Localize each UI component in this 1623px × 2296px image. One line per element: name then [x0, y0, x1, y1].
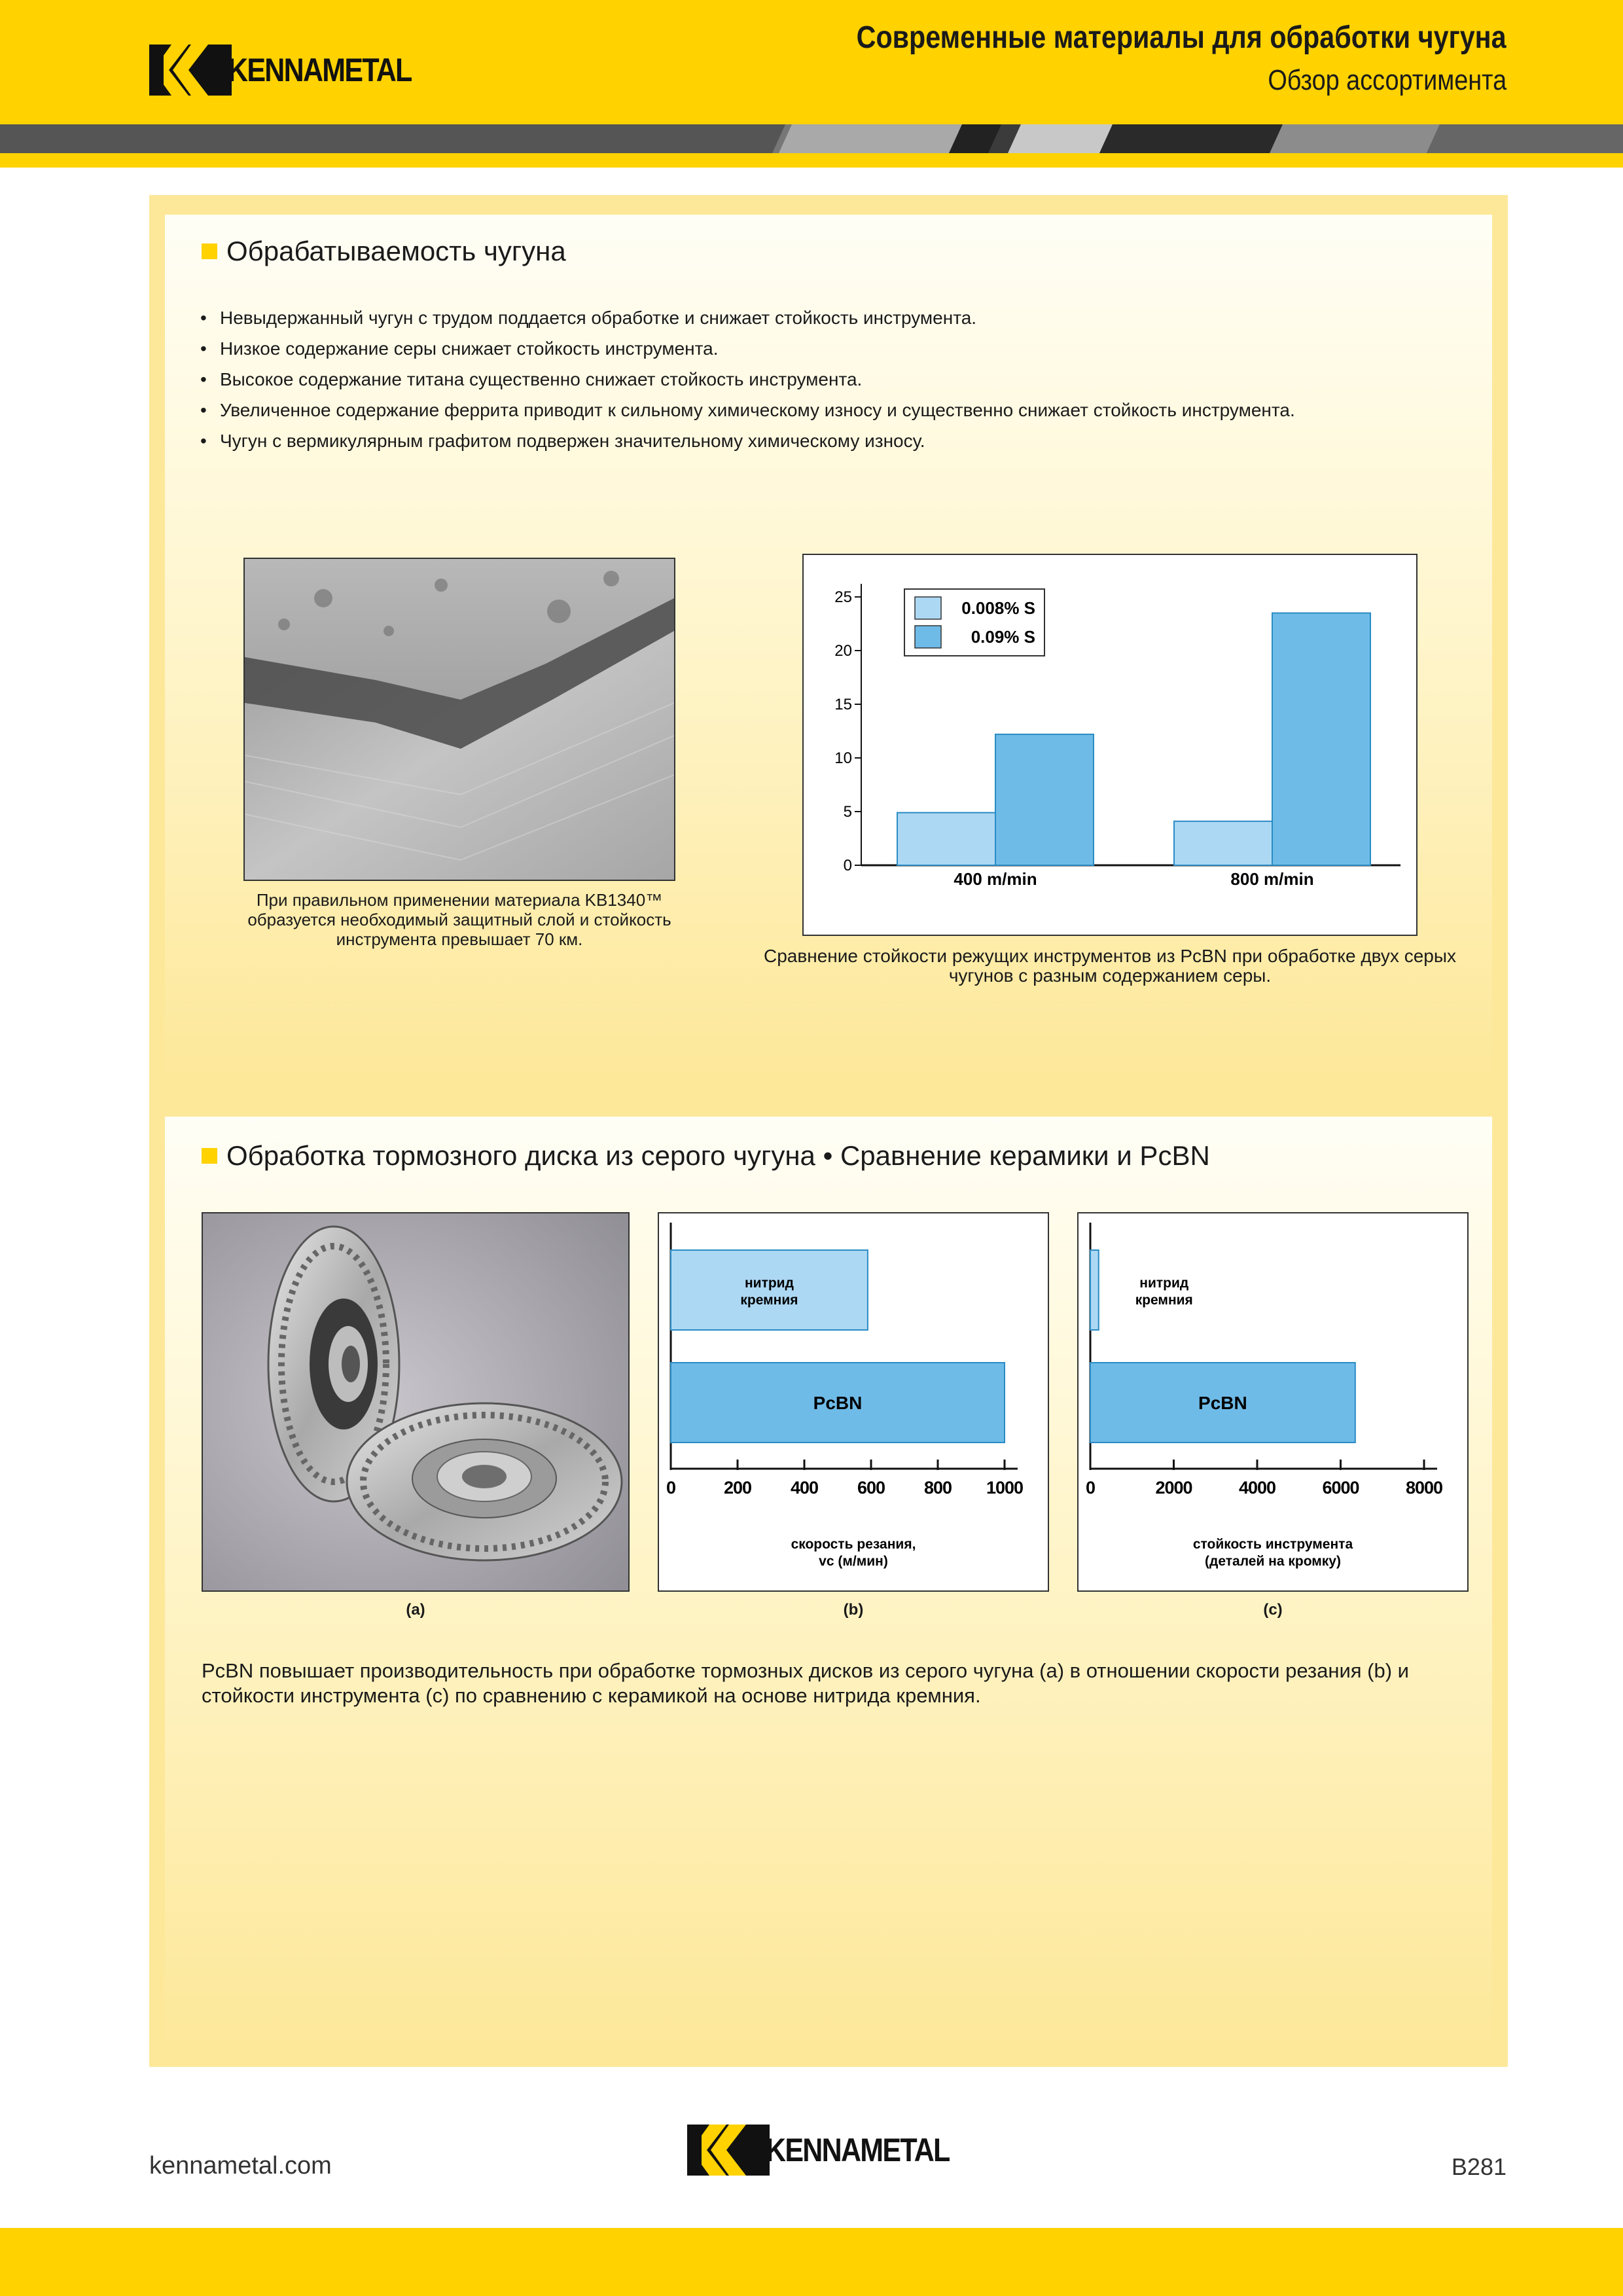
footer-band	[0, 2228, 1623, 2296]
chartb-xlabel-line1: скорость резания,	[791, 1537, 916, 1552]
legend-label-high-sulfur: 0.09% S	[971, 627, 1035, 647]
tool-edge-photo	[243, 558, 675, 881]
bullet-item: • Невыдержанный чугун с трудом поддается обработке и снижает стойкость инструмента.	[200, 302, 1444, 333]
sulfur-tool-life-chart	[802, 554, 1418, 936]
section2-heading	[202, 1140, 1210, 1172]
chartb-x-tick-label: 400	[790, 1478, 819, 1498]
photo1-caption: При правильном применении материала KB1340™ образуется необходимый защитный слой и стойкость инструмента превышает 70 км.	[247, 890, 671, 949]
kennametal-k-icon	[687, 2125, 770, 2176]
bullet-item: • Чугун с вермикулярным графитом подвержен значительному химическому износу.	[200, 425, 1444, 456]
footer-website-link[interactable]: kennametal.com	[149, 2152, 332, 2179]
chartc-bar-label: кремния	[1135, 1293, 1193, 1308]
chart1-y-tick-label: 15	[834, 696, 852, 713]
legend-swatch-high-sulfur	[915, 626, 941, 648]
chartb-x-tick-label: 600	[857, 1478, 885, 1498]
chart1-category-label: 800 m/min	[1230, 869, 1314, 889]
chartb-bar-label: PcBN	[813, 1393, 863, 1413]
yellow-square-icon	[202, 243, 217, 259]
chartc-x-tick-label: 4000	[1238, 1478, 1276, 1498]
section2-title-text: Обработка тормозного диска из серого чугуна • Сравнение керамики и PcBN	[226, 1140, 1210, 1171]
chart1-caption: Сравнение стойкости режущих инструментов из PcBN при обработке двух серых чугунов с разным содержанием серы.	[764, 946, 1456, 986]
chart1-legend	[904, 589, 1044, 656]
bullet-list	[200, 302, 1444, 456]
header-underline	[0, 153, 1623, 168]
chartc-x-tick-label: 2000	[1155, 1478, 1192, 1498]
bullet-item: • Увеличенное содержание феррита приводит к сильному химическому износу и существенно снижает стойкость инструмента.	[200, 395, 1444, 425]
chartc-xlabel-line2: (деталей на кромку)	[1205, 1554, 1341, 1569]
chartc-x-tick-label: 8000	[1405, 1478, 1443, 1498]
legend-label-low-sulfur: 0.008% S	[961, 598, 1035, 618]
section2-description: PcBN повышает производительность при обработке тормозных дисков из серого чугуна (a) в отношении скорости резания (b) и стойкости инструмента (c) по сравнению с керамикой на основе нитрида кремния.	[202, 1659, 1409, 1707]
cutting-speed-chart	[658, 1212, 1049, 1592]
chart1-y-tick-label: 5	[843, 803, 852, 821]
bullet-item: • Высокое содержание титана существенно снижает стойкость инструмента.	[200, 364, 1444, 395]
tool-life-chart	[1077, 1212, 1469, 1592]
chartb-x-tick-label: 1000	[986, 1478, 1024, 1498]
chart1-y-tick-label: 10	[834, 749, 852, 767]
chart1-bar	[1272, 613, 1370, 865]
page-number: B281	[1451, 2153, 1507, 2180]
kennametal-logo[interactable]	[149, 45, 441, 96]
brake-disc-photo	[202, 1212, 630, 1592]
chart1-y-tick-label: 0	[843, 857, 852, 874]
chart1-category-label: 400 m/min	[954, 869, 1037, 889]
chartc-x-tick-label: 6000	[1322, 1478, 1359, 1498]
page-subtitle: Обзор ассортимента	[1268, 64, 1507, 96]
panel-label-a: (a)	[406, 1601, 425, 1619]
chartc-bar-label: PcBN	[1198, 1393, 1247, 1413]
chart1-y-tick-label: 20	[834, 642, 852, 660]
logo-wordmark: KENNAMETAL	[766, 2132, 950, 2168]
chart1-y-tick-label: 25	[834, 588, 852, 606]
chartc-xlabel-line1: стойкость инструмента	[1192, 1537, 1353, 1552]
yellow-square-icon	[202, 1148, 217, 1164]
section1-title-text: Обрабатываемость чугуна	[226, 236, 566, 266]
panel-label-c: (c)	[1263, 1601, 1283, 1619]
page-title: Современные материалы для обработки чугуна	[857, 20, 1507, 55]
chartb-bar-label: кремния	[740, 1293, 798, 1308]
legend-swatch-low-sulfur	[915, 597, 941, 619]
chartc-bar-label: нитрид	[1139, 1276, 1189, 1291]
chart1-bar	[1174, 821, 1272, 865]
kennametal-k-icon	[149, 45, 232, 96]
footer-kennametal-logo[interactable]	[687, 2125, 979, 2176]
section1-heading	[202, 236, 566, 267]
bullet-item: • Низкое содержание серы снижает стойкость инструмента.	[200, 333, 1444, 364]
chart1-bar	[897, 813, 995, 865]
chartb-x-tick-label: 800	[923, 1478, 952, 1498]
chartc-x-tick-label: 0	[1085, 1478, 1096, 1498]
chartb-x-tick-label: 0	[666, 1478, 676, 1498]
chartb-xlabel-line2: vc (м/мин)	[819, 1554, 888, 1569]
decorative-stripe	[0, 124, 1623, 153]
logo-wordmark: KENNAMETAL	[228, 52, 412, 88]
panel-label-b: (b)	[843, 1601, 864, 1619]
chartb-bar-label: нитрид	[744, 1276, 794, 1291]
chart1-bar	[995, 734, 1094, 865]
chartc-bar	[1090, 1250, 1099, 1330]
chartb-x-tick-label: 200	[723, 1478, 752, 1498]
